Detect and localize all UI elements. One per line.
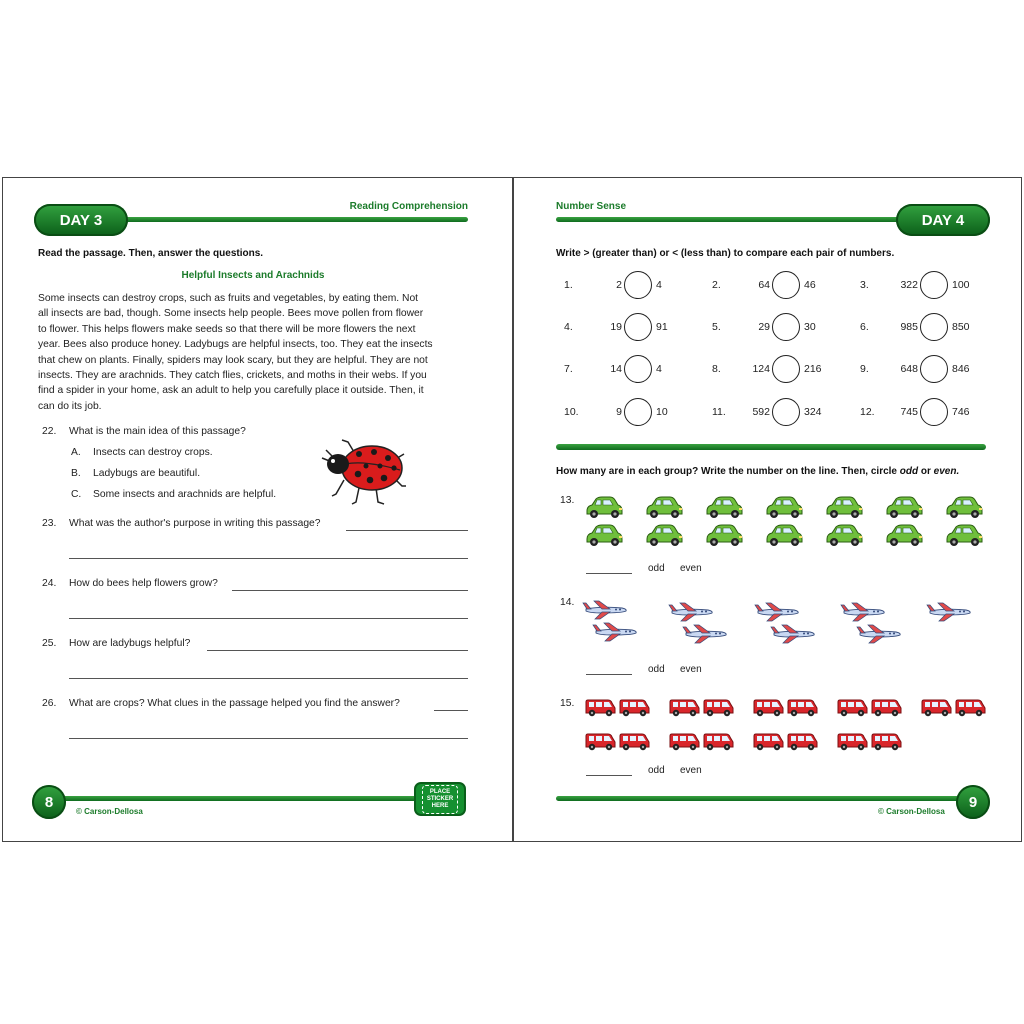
sticker-text: STICKER [426, 795, 454, 802]
comparison-number: 12. [860, 406, 875, 418]
answer-line[interactable] [586, 573, 632, 574]
comparison-right-value: 30 [804, 321, 816, 333]
answer-line[interactable] [207, 650, 468, 651]
airplane-icon [582, 600, 628, 620]
option-letter: A. [71, 447, 81, 458]
car-icon [824, 524, 864, 548]
van-icon [920, 698, 952, 718]
answer-line[interactable] [69, 618, 468, 619]
airplane-icon [754, 602, 800, 622]
answer-line[interactable] [69, 678, 468, 679]
van-icon [870, 698, 902, 718]
section-label: Reading Comprehension [349, 201, 468, 212]
comparison-left-value: 19 [610, 321, 622, 333]
question-text: What is the main idea of this passage? [69, 426, 246, 437]
comparison-number: 11. [712, 406, 726, 418]
comparison-right-value: 846 [952, 363, 970, 375]
right-page [516, 180, 1016, 840]
passage-line: all insects are bad, though. Some insects help people. Bees move pollen from flower [38, 308, 424, 320]
van-icon [618, 698, 650, 718]
comparison-left-value: 648 [900, 363, 918, 375]
van-icon [702, 732, 734, 752]
comparison-right-value: 324 [804, 406, 822, 418]
comparison-answer-circle[interactable] [772, 313, 800, 341]
passage-line: Some insects can destroy crops, such as fruits and vegetables, by eating them. Not [38, 293, 419, 304]
comparison-answer-circle[interactable] [772, 355, 800, 383]
comparison-right-value: 850 [952, 321, 970, 333]
answer-line[interactable] [232, 590, 468, 591]
van-icon [752, 698, 784, 718]
van-icon [836, 698, 868, 718]
passage-line: can do its job. [38, 400, 102, 412]
comparison-answer-circle[interactable] [624, 271, 652, 299]
option-text: Ladybugs are beautiful. [93, 468, 201, 479]
question-number: 26. [42, 698, 57, 709]
question-number: 14. [560, 597, 575, 608]
page-number: 8 [32, 785, 66, 819]
passage-title: Helpful Insects and Arachnids [181, 270, 325, 281]
question-number: 24. [42, 578, 57, 589]
comparison-number: 7. [564, 363, 573, 375]
odd-option[interactable]: odd [648, 563, 665, 574]
comparison-answer-circle[interactable] [772, 398, 800, 426]
comparison-right-value: 746 [952, 406, 970, 418]
sticker-text: PLACE [429, 788, 451, 795]
answer-line[interactable] [434, 710, 468, 711]
odd-option[interactable]: odd [648, 664, 665, 675]
comparison-right-value: 4 [656, 363, 662, 375]
comparison-left-value: 985 [900, 321, 918, 333]
question-number: 25. [42, 638, 57, 649]
instruction [556, 466, 959, 477]
van-icon [954, 698, 986, 718]
comparison-answer-circle[interactable] [772, 271, 800, 299]
van-icon [668, 698, 700, 718]
question-number: 15. [560, 698, 575, 709]
divider-bar [556, 444, 986, 450]
car-icon [584, 496, 624, 520]
even-option[interactable]: even [680, 664, 702, 675]
instruction: Write > (greater than) or < (less than) to compare each pair of numbers. [556, 248, 895, 259]
instruction-odd: odd [899, 466, 919, 477]
van-icon [786, 698, 818, 718]
comparison-answer-circle[interactable] [624, 313, 652, 341]
question-text: What was the author's purpose in writing this passage? [69, 518, 321, 529]
comparison-right-value: 216 [804, 363, 822, 375]
odd-option[interactable]: odd [648, 765, 665, 776]
footer-bar [556, 796, 966, 801]
comparison-left-value: 745 [900, 406, 918, 418]
car-icon [644, 496, 684, 520]
car-icon [704, 524, 744, 548]
van-icon [836, 732, 868, 752]
instruction-even: even. [933, 466, 960, 477]
page-number: 9 [956, 785, 990, 819]
airplane-icon [840, 602, 886, 622]
comparison-number: 1. [564, 279, 573, 291]
comparison-number: 3. [860, 279, 869, 291]
instruction-or: or [920, 466, 931, 477]
ladybug-illustration [314, 430, 410, 506]
car-icon [884, 496, 924, 520]
comparison-right-value: 46 [804, 279, 816, 291]
car-icon [764, 496, 804, 520]
van-icon [870, 732, 902, 752]
question-number: 13. [560, 495, 575, 506]
comparison-right-value: 91 [656, 321, 668, 333]
comparison-number: 6. [860, 321, 869, 333]
option-letter: B. [71, 468, 81, 479]
van-icon [702, 698, 734, 718]
comparison-left-value: 14 [610, 363, 622, 375]
airplane-icon [856, 624, 902, 644]
comparison-right-value: 10 [656, 406, 668, 418]
passage-line: to flower. This helps flowers make seeds so that there will be more flowers the next [38, 323, 416, 335]
comparison-left-value: 592 [752, 406, 770, 418]
passage-line: find a spider in your home, ask an adult to help you carefully place it outside. Then, it [38, 385, 424, 397]
van-icon [668, 732, 700, 752]
comparison-number: 4. [564, 321, 573, 333]
van-icon [584, 732, 616, 752]
sticker-placeholder[interactable] [414, 782, 466, 816]
comparison-answer-circle[interactable] [624, 398, 652, 426]
comparison-answer-circle[interactable] [920, 313, 948, 341]
copyright: © Carson-Dellosa [878, 807, 945, 816]
comparison-left-value: 2 [616, 279, 622, 291]
question-text: What are crops? What clues in the passage helped you find the answer? [69, 698, 400, 709]
answer-line[interactable] [586, 674, 632, 675]
left-page [8, 180, 508, 840]
comparison-left-value: 124 [752, 363, 770, 375]
question-number: 23. [42, 518, 57, 529]
airplane-icon [926, 602, 972, 622]
airplane-icon [682, 624, 728, 644]
comparison-right-value: 100 [952, 279, 970, 291]
car-icon [764, 524, 804, 548]
question-text: How are ladybugs helpful? [69, 638, 191, 649]
van-icon [752, 732, 784, 752]
footer-bar [48, 796, 418, 801]
passage-line: year. Bees also produce honey. Ladybugs are helpful insects, too. They eat the insects [38, 339, 433, 351]
passage-line: insects. They are arachnids. They catch flies, crickets, and moths in their webs. If you [38, 370, 427, 382]
comparison-left-value: 9 [616, 406, 622, 418]
option-text: Insects can destroy crops. [93, 447, 213, 458]
van-icon [786, 732, 818, 752]
page-spine [512, 177, 514, 842]
answer-line[interactable] [346, 530, 468, 531]
header-bar [556, 217, 916, 222]
comparison-left-value: 322 [900, 279, 918, 291]
passage [38, 291, 478, 414]
comparison-number: 10. [564, 406, 579, 418]
instruction-text: How many are in each group? Write the number on the line. Then, circle [556, 466, 897, 477]
day-badge: DAY 4 [896, 204, 990, 236]
comparison-right-value: 4 [656, 279, 662, 291]
car-icon [884, 524, 924, 548]
airplane-icon [592, 622, 638, 642]
section-label: Number Sense [556, 201, 627, 212]
sticker-text: HERE [431, 802, 449, 809]
comparison-left-value: 64 [758, 279, 770, 291]
passage-line: that chew on plants. Finally, spiders may look scary, but they are helpful. They are not [38, 354, 428, 366]
van-icon [584, 698, 616, 718]
even-option[interactable]: even [680, 563, 702, 574]
car-icon [704, 496, 744, 520]
comparison-answer-circle[interactable] [624, 355, 652, 383]
comparison-answer-circle[interactable] [920, 398, 948, 426]
option-letter: C. [71, 489, 82, 500]
comparison-number: 8. [712, 363, 721, 375]
comparison-left-value: 29 [758, 321, 770, 333]
copyright: © Carson-Dellosa [76, 807, 143, 816]
question-number: 22. [42, 426, 57, 437]
comparison-number: 5. [712, 321, 721, 333]
comparison-number: 2. [712, 279, 721, 291]
even-option[interactable]: even [680, 765, 702, 776]
van-icon [618, 732, 650, 752]
answer-line[interactable] [69, 738, 468, 739]
day-badge: DAY 3 [34, 204, 128, 236]
airplane-icon [668, 602, 714, 622]
car-icon [824, 496, 864, 520]
header-bar [108, 217, 468, 222]
question-text: How do bees help flowers grow? [69, 578, 218, 589]
car-icon [944, 524, 984, 548]
answer-line[interactable] [69, 558, 468, 559]
answer-line[interactable] [586, 775, 632, 776]
airplane-icon [770, 624, 816, 644]
option-text: Some insects and arachnids are helpful. [93, 489, 277, 500]
car-icon [584, 524, 624, 548]
comparison-answer-circle[interactable] [920, 355, 948, 383]
instruction: Read the passage. Then, answer the questions. [38, 248, 264, 259]
comparison-answer-circle[interactable] [920, 271, 948, 299]
car-icon [644, 524, 684, 548]
car-icon [944, 496, 984, 520]
comparison-number: 9. [860, 363, 869, 375]
